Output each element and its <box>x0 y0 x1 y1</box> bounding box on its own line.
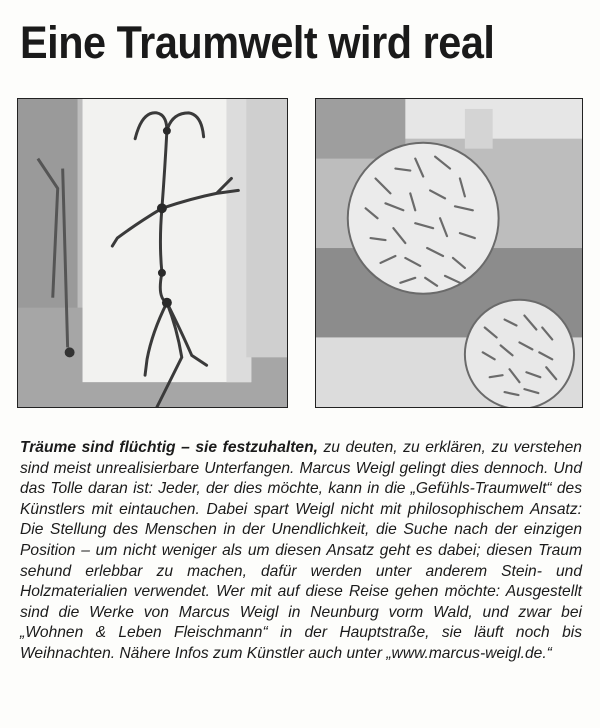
wire-figure-image <box>18 99 287 407</box>
lattice-spheres-image <box>316 99 582 407</box>
headline: Eine Traumwelt wird real <box>20 17 495 68</box>
article-text: zu deuten, zu erklären, zu verstehen sind meist unrealisierbare Unterfangen. Marcus Weigl gelingt dies dennoch. Und das Tolle daran ist: Jeder, der dies möchte, kann in die „Gefühls-Traumwelt“ des Künstlers mit eintauchen. Dabei spart Weigl nicht mit philosophischem Ansatz: Die Stellung des Menschen in der Unendlichkeit, die Suche nach der einzigen Position – um nicht weniger als um diesen Ansatz geht es dabei; diesen Traum sehund erlebbar zu machen, dafür werden unter anderem Stein- und Holzmaterialien verwendet. Wer mit auf diese Reise gehen möchte: Ausgestellt sind die Werke von Marcus Weigl in Neunburg vorm Wald, und zwar bei „Wohnen & Leben Fleischmann“ in der Hauptstraße, sie läuft noch bis Weihnachten. Nähere Infos zum Künstler auch unter „www.marcus-weigl.de.“ <box>20 439 582 662</box>
photo-wire-figure-sculpture <box>17 98 288 408</box>
article-lead: Träume sind flüchtig – sie festzuhalten, <box>20 439 318 456</box>
photo-lattice-spheres <box>315 98 583 408</box>
article-body <box>20 438 582 665</box>
